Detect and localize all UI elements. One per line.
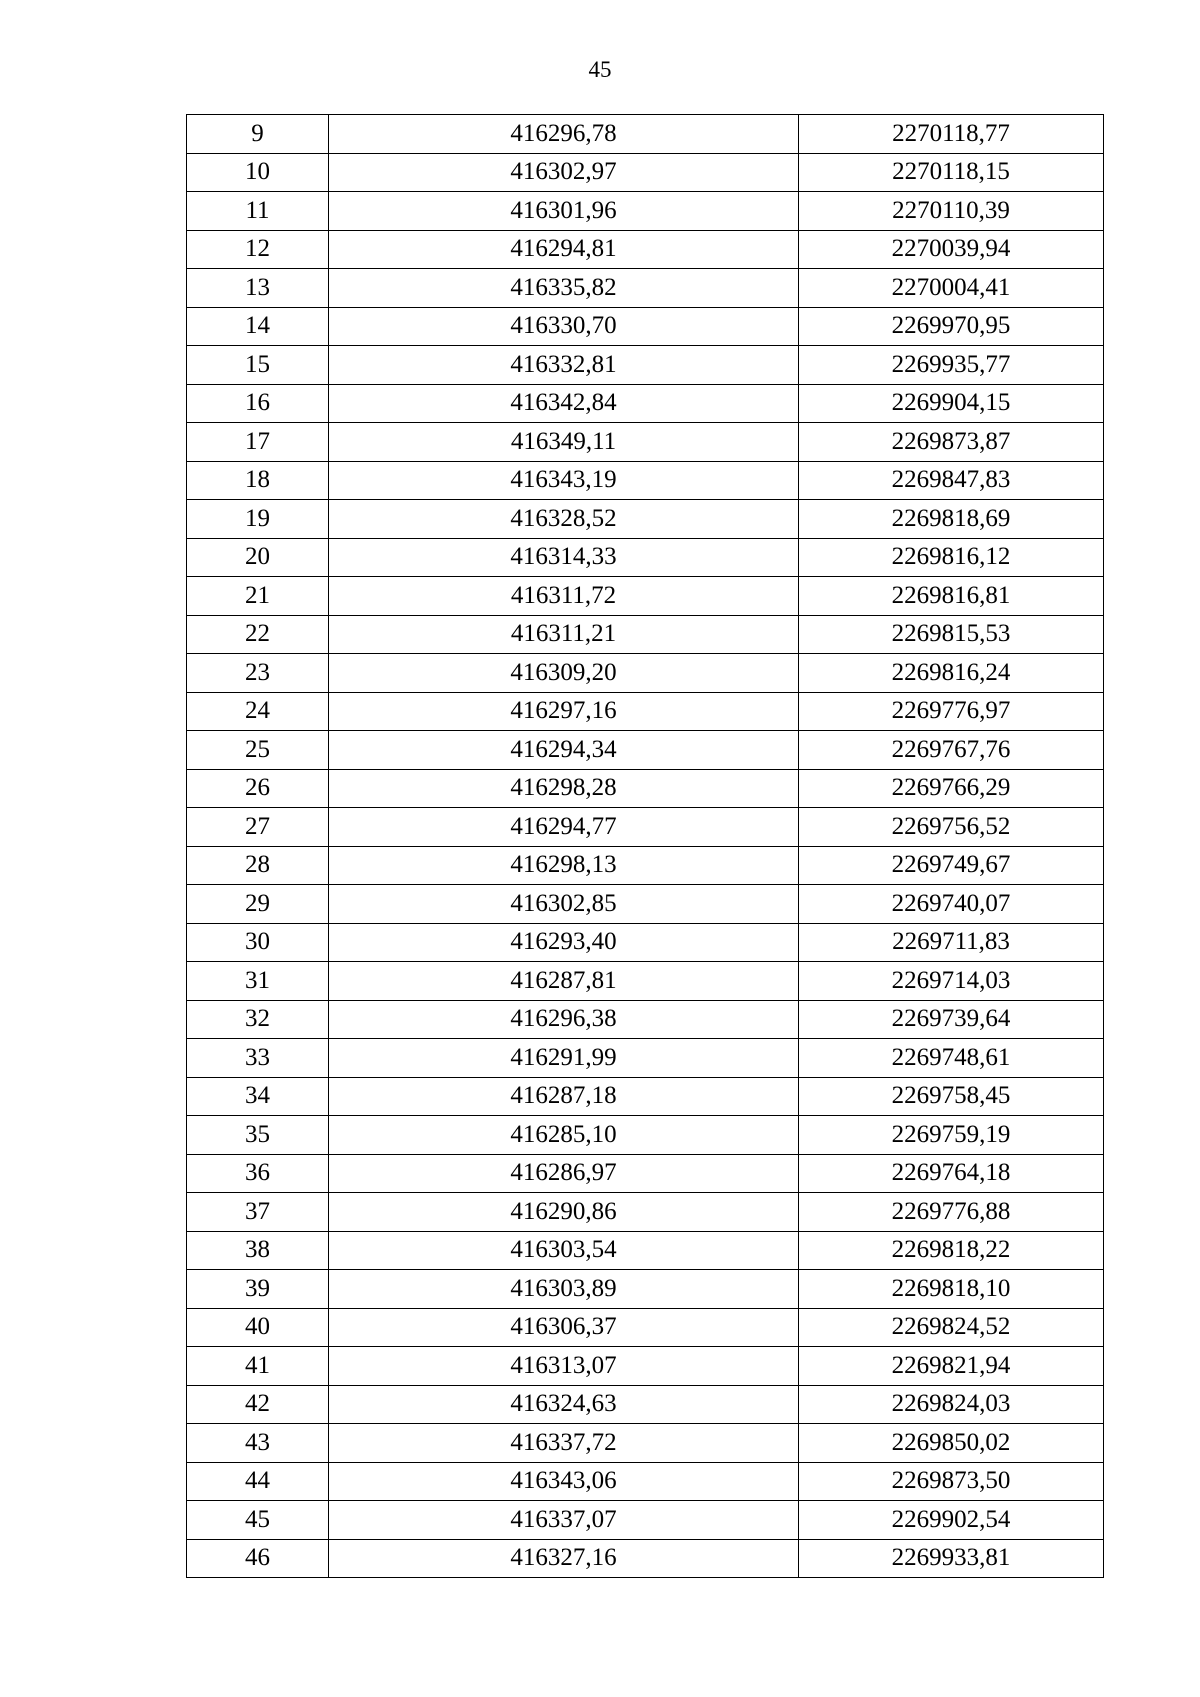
x-coordinate-cell: 416309,20 xyxy=(329,654,799,693)
x-coordinate-cell: 416343,19 xyxy=(329,461,799,500)
point-number-cell: 25 xyxy=(187,731,329,770)
x-coordinate-cell: 416296,38 xyxy=(329,1000,799,1039)
table-row xyxy=(187,307,1104,346)
table-row xyxy=(187,1116,1104,1155)
point-number-cell: 44 xyxy=(187,1462,329,1501)
point-number-cell: 20 xyxy=(187,538,329,577)
table-row xyxy=(187,461,1104,500)
x-coordinate-cell: 416298,13 xyxy=(329,846,799,885)
y-coordinate-cell: 2270118,15 xyxy=(799,153,1104,192)
x-coordinate-cell: 416306,37 xyxy=(329,1308,799,1347)
y-coordinate-cell: 2269748,61 xyxy=(799,1039,1104,1078)
y-coordinate-cell: 2269776,97 xyxy=(799,692,1104,731)
y-coordinate-cell: 2269824,03 xyxy=(799,1385,1104,1424)
y-coordinate-cell: 2269740,07 xyxy=(799,885,1104,924)
x-coordinate-cell: 416293,40 xyxy=(329,923,799,962)
x-coordinate-cell: 416302,97 xyxy=(329,153,799,192)
y-coordinate-cell: 2269935,77 xyxy=(799,346,1104,385)
point-number-cell: 40 xyxy=(187,1308,329,1347)
table-row xyxy=(187,1039,1104,1078)
y-coordinate-cell: 2270110,39 xyxy=(799,192,1104,231)
y-coordinate-cell: 2269847,83 xyxy=(799,461,1104,500)
point-number-cell: 31 xyxy=(187,962,329,1001)
table-row xyxy=(187,731,1104,770)
y-coordinate-cell: 2269776,88 xyxy=(799,1193,1104,1232)
y-coordinate-cell: 2269767,76 xyxy=(799,731,1104,770)
y-coordinate-cell: 2269756,52 xyxy=(799,808,1104,847)
y-coordinate-cell: 2269824,52 xyxy=(799,1308,1104,1347)
table-row xyxy=(187,153,1104,192)
x-coordinate-cell: 416285,10 xyxy=(329,1116,799,1155)
table-row xyxy=(187,1308,1104,1347)
table-row xyxy=(187,962,1104,1001)
y-coordinate-cell: 2269873,87 xyxy=(799,423,1104,462)
table-row xyxy=(187,1154,1104,1193)
point-number-cell: 22 xyxy=(187,615,329,654)
point-number-cell: 26 xyxy=(187,769,329,808)
table-row xyxy=(187,769,1104,808)
x-coordinate-cell: 416303,89 xyxy=(329,1270,799,1309)
x-coordinate-cell: 416286,97 xyxy=(329,1154,799,1193)
table-row xyxy=(187,577,1104,616)
point-number-cell: 46 xyxy=(187,1539,329,1578)
x-coordinate-cell: 416294,77 xyxy=(329,808,799,847)
y-coordinate-cell: 2269821,94 xyxy=(799,1347,1104,1386)
x-coordinate-cell: 416332,81 xyxy=(329,346,799,385)
y-coordinate-cell: 2269711,83 xyxy=(799,923,1104,962)
y-coordinate-cell: 2269815,53 xyxy=(799,615,1104,654)
point-number-cell: 39 xyxy=(187,1270,329,1309)
point-number-cell: 34 xyxy=(187,1077,329,1116)
table-row xyxy=(187,1539,1104,1578)
x-coordinate-cell: 416298,28 xyxy=(329,769,799,808)
y-coordinate-cell: 2269759,19 xyxy=(799,1116,1104,1155)
page-number: 45 xyxy=(588,57,612,82)
x-coordinate-cell: 416342,84 xyxy=(329,384,799,423)
point-number-cell: 17 xyxy=(187,423,329,462)
y-coordinate-cell: 2269904,15 xyxy=(799,384,1104,423)
x-coordinate-cell: 416291,99 xyxy=(329,1039,799,1078)
point-number-cell: 19 xyxy=(187,500,329,539)
y-coordinate-cell: 2269818,69 xyxy=(799,500,1104,539)
table-row xyxy=(187,692,1104,731)
y-coordinate-cell: 2269850,02 xyxy=(799,1424,1104,1463)
coordinates-table xyxy=(186,114,1104,1578)
y-coordinate-cell: 2270004,41 xyxy=(799,269,1104,308)
table-row xyxy=(187,192,1104,231)
y-coordinate-cell: 2269758,45 xyxy=(799,1077,1104,1116)
y-coordinate-cell: 2269818,22 xyxy=(799,1231,1104,1270)
y-coordinate-cell: 2270118,77 xyxy=(799,115,1104,154)
point-number-cell: 42 xyxy=(187,1385,329,1424)
table-row xyxy=(187,1000,1104,1039)
point-number-cell: 27 xyxy=(187,808,329,847)
table-row xyxy=(187,1193,1104,1232)
table-row xyxy=(187,500,1104,539)
y-coordinate-cell: 2270039,94 xyxy=(799,230,1104,269)
x-coordinate-cell: 416287,81 xyxy=(329,962,799,1001)
x-coordinate-cell: 416296,78 xyxy=(329,115,799,154)
table-row xyxy=(187,1424,1104,1463)
x-coordinate-cell: 416313,07 xyxy=(329,1347,799,1386)
point-number-cell: 32 xyxy=(187,1000,329,1039)
table-row xyxy=(187,1385,1104,1424)
x-coordinate-cell: 416294,34 xyxy=(329,731,799,770)
table-row xyxy=(187,538,1104,577)
point-number-cell: 23 xyxy=(187,654,329,693)
point-number-cell: 13 xyxy=(187,269,329,308)
table-row xyxy=(187,808,1104,847)
x-coordinate-cell: 416311,21 xyxy=(329,615,799,654)
point-number-cell: 11 xyxy=(187,192,329,231)
table-row xyxy=(187,846,1104,885)
table-row xyxy=(187,654,1104,693)
table-row xyxy=(187,1077,1104,1116)
point-number-cell: 28 xyxy=(187,846,329,885)
x-coordinate-cell: 416303,54 xyxy=(329,1231,799,1270)
y-coordinate-cell: 2269933,81 xyxy=(799,1539,1104,1578)
x-coordinate-cell: 416290,86 xyxy=(329,1193,799,1232)
point-number-cell: 43 xyxy=(187,1424,329,1463)
point-number-cell: 35 xyxy=(187,1116,329,1155)
point-number-cell: 15 xyxy=(187,346,329,385)
point-number-cell: 10 xyxy=(187,153,329,192)
point-number-cell: 38 xyxy=(187,1231,329,1270)
x-coordinate-cell: 416337,72 xyxy=(329,1424,799,1463)
table-row xyxy=(187,615,1104,654)
y-coordinate-cell: 2269816,81 xyxy=(799,577,1104,616)
table-row xyxy=(187,230,1104,269)
y-coordinate-cell: 2269816,12 xyxy=(799,538,1104,577)
y-coordinate-cell: 2269902,54 xyxy=(799,1501,1104,1540)
coordinates-table-body xyxy=(187,115,1104,1578)
point-number-cell: 21 xyxy=(187,577,329,616)
table-row xyxy=(187,1270,1104,1309)
x-coordinate-cell: 416337,07 xyxy=(329,1501,799,1540)
point-number-cell: 14 xyxy=(187,307,329,346)
x-coordinate-cell: 416330,70 xyxy=(329,307,799,346)
table-row xyxy=(187,346,1104,385)
y-coordinate-cell: 2269818,10 xyxy=(799,1270,1104,1309)
table-row xyxy=(187,1347,1104,1386)
x-coordinate-cell: 416302,85 xyxy=(329,885,799,924)
point-number-cell: 12 xyxy=(187,230,329,269)
point-number-cell: 41 xyxy=(187,1347,329,1386)
y-coordinate-cell: 2269816,24 xyxy=(799,654,1104,693)
table-row xyxy=(187,384,1104,423)
y-coordinate-cell: 2269970,95 xyxy=(799,307,1104,346)
table-row xyxy=(187,423,1104,462)
x-coordinate-cell: 416314,33 xyxy=(329,538,799,577)
y-coordinate-cell: 2269764,18 xyxy=(799,1154,1104,1193)
table-row xyxy=(187,1231,1104,1270)
x-coordinate-cell: 416297,16 xyxy=(329,692,799,731)
x-coordinate-cell: 416287,18 xyxy=(329,1077,799,1116)
x-coordinate-cell: 416343,06 xyxy=(329,1462,799,1501)
table-row xyxy=(187,269,1104,308)
y-coordinate-cell: 2269739,64 xyxy=(799,1000,1104,1039)
point-number-cell: 36 xyxy=(187,1154,329,1193)
x-coordinate-cell: 416328,52 xyxy=(329,500,799,539)
table-row xyxy=(187,923,1104,962)
point-number-cell: 30 xyxy=(187,923,329,962)
table-row xyxy=(187,1462,1104,1501)
x-coordinate-cell: 416311,72 xyxy=(329,577,799,616)
x-coordinate-cell: 416335,82 xyxy=(329,269,799,308)
table-row xyxy=(187,115,1104,154)
y-coordinate-cell: 2269714,03 xyxy=(799,962,1104,1001)
point-number-cell: 45 xyxy=(187,1501,329,1540)
point-number-cell: 37 xyxy=(187,1193,329,1232)
x-coordinate-cell: 416294,81 xyxy=(329,230,799,269)
x-coordinate-cell: 416324,63 xyxy=(329,1385,799,1424)
point-number-cell: 33 xyxy=(187,1039,329,1078)
table-row xyxy=(187,885,1104,924)
y-coordinate-cell: 2269749,67 xyxy=(799,846,1104,885)
y-coordinate-cell: 2269873,50 xyxy=(799,1462,1104,1501)
point-number-cell: 9 xyxy=(187,115,329,154)
x-coordinate-cell: 416301,96 xyxy=(329,192,799,231)
table-row xyxy=(187,1501,1104,1540)
y-coordinate-cell: 2269766,29 xyxy=(799,769,1104,808)
point-number-cell: 18 xyxy=(187,461,329,500)
point-number-cell: 24 xyxy=(187,692,329,731)
x-coordinate-cell: 416349,11 xyxy=(329,423,799,462)
point-number-cell: 29 xyxy=(187,885,329,924)
x-coordinate-cell: 416327,16 xyxy=(329,1539,799,1578)
point-number-cell: 16 xyxy=(187,384,329,423)
